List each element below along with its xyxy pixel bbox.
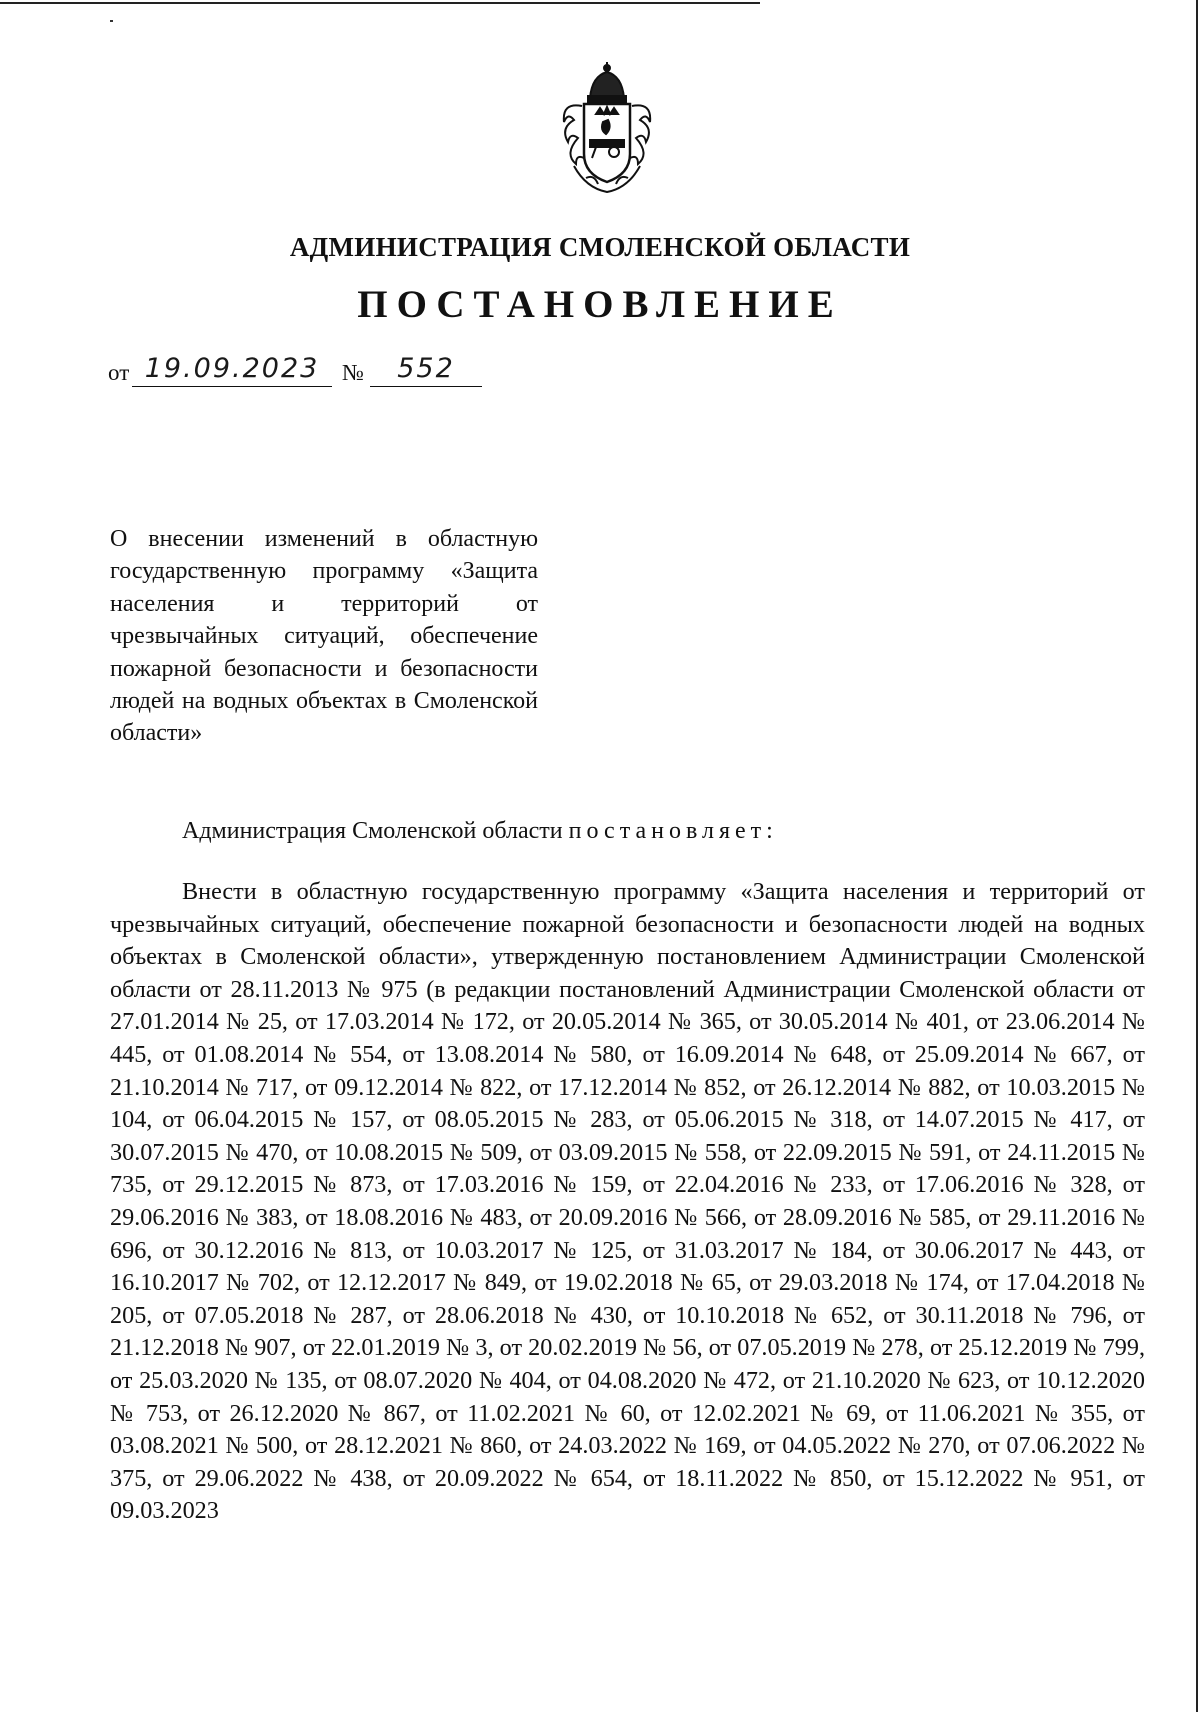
body-paragraph: Внести в областную государственную программу «Защита населения и территорий от чрезвычайных ситуаций, обеспечение пожарной безопасности и безопасности людей на водных объектах в Смоленской области», утвержденную постановлением Администрации Смоленской области от 28.11.2013 № 975 (в редакции постановлений Администрации Смоленской области от 27.01.2014 № 25, от 17.03.2014 № 172, от 20.05.2014 № 365, от 30.05.2014 № 401, от 23.06.2014 № 445, от 01.08.2014 № 554, от 13.08.2014 № 580, от 16.09.2014 № 648, от 25.09.2014 № 667, от 21.10.2014 № 717, от 09.12.2014 № 822, от 17.12.2014 № 852, от 26.12.2014 № 882, от 10.03.2015 № 104, от 06.04.2015 № 157, от 08.05.2015 № 283, от 05.06.2015 № 318, от 14.07.2015 № 417, от 30.07.2015 № 470, от 10.08.2015 № 509, от 03.09.2015 № 558, от 22.09.2015 № 591, от 24.11.2015 № 735, от 29.12.2015 № 873, от 17.03.2016 № 159, от 22.04.2016 № 233, от 17.06.2016 № 328, от 29.06.2016 № 383, от 18.08.2016 № 483, от 20.09.2016 № 566, от 28.09.2016 № 585, от 29.11.2016 № 696, от 30.12.2016 № 813, от 10.03.2017 № 125, от 31.03.2017 № 184, от 30.06.2017 № 443, от 16.10.2017 № 702, от 12.12.2017 № 849, от 19.02.2018 № 65, от 29.03.2018 № 174, от 17.04.2018 № 205, от 07.05.2018 № 287, от 28.06.2018 № 430, от 10.10.2018 № 652, от 30.11.2018 № 796, от 21.12.2018 № 907, от 22.01.2019 № 3, от 20.02.2019 № 56, от 07.05.2019 № 278, от 25.12.2019 № 799, от 25.03.2020 № 135, от 08.07.2020 № 404, от 04.08.2020 № 472, от 21.10.2020 № 623, от 10.12.2020 № 753, от 26.12.2020 № 867, от 11.02.2021 № 60, от 12.02.2021 № 69, от 11.06.2021 № 355, от 03.08.2021 № 500, от 28.12.2021 № 860, от 24.03.2022 № 169, от 04.05.2022 № 270, от 07.06.2022 № 375, от 29.06.2022 № 438, от 20.09.2022 № 654, от 18.11.2022 № 850, от 15.12.2022 № 951, от 09.03.2023 <box>110 878 1145 1525</box>
document-date-number <box>108 352 548 392</box>
scan-speck <box>110 20 113 22</box>
organization-name: АДМИНИСТРАЦИЯ СМОЛЕНСКОЙ ОБЛАСТИ <box>289 232 911 262</box>
number-label: № <box>342 360 364 385</box>
document-type-title: ПОСТАНОВЛЕНИЕ <box>357 283 843 326</box>
date-label: от <box>108 360 130 385</box>
preamble-verb: постановляет: <box>568 818 778 844</box>
document-subject: О внесении изменений в областную государственную программу «Защита населения и территорий от чрезвычайных ситуаций, обеспечение пожарной безопасности и безопасности людей на водных объектах в Смоленской области» <box>110 526 538 747</box>
smolensk-coat-of-arms-icon <box>556 62 658 196</box>
preamble-text: Администрация Смоленской области <box>182 818 569 844</box>
preamble <box>182 818 778 845</box>
scan-border-top <box>0 2 760 4</box>
handwritten-number: 552 <box>370 352 482 387</box>
handwritten-date: 19.09.2023 <box>132 352 332 387</box>
